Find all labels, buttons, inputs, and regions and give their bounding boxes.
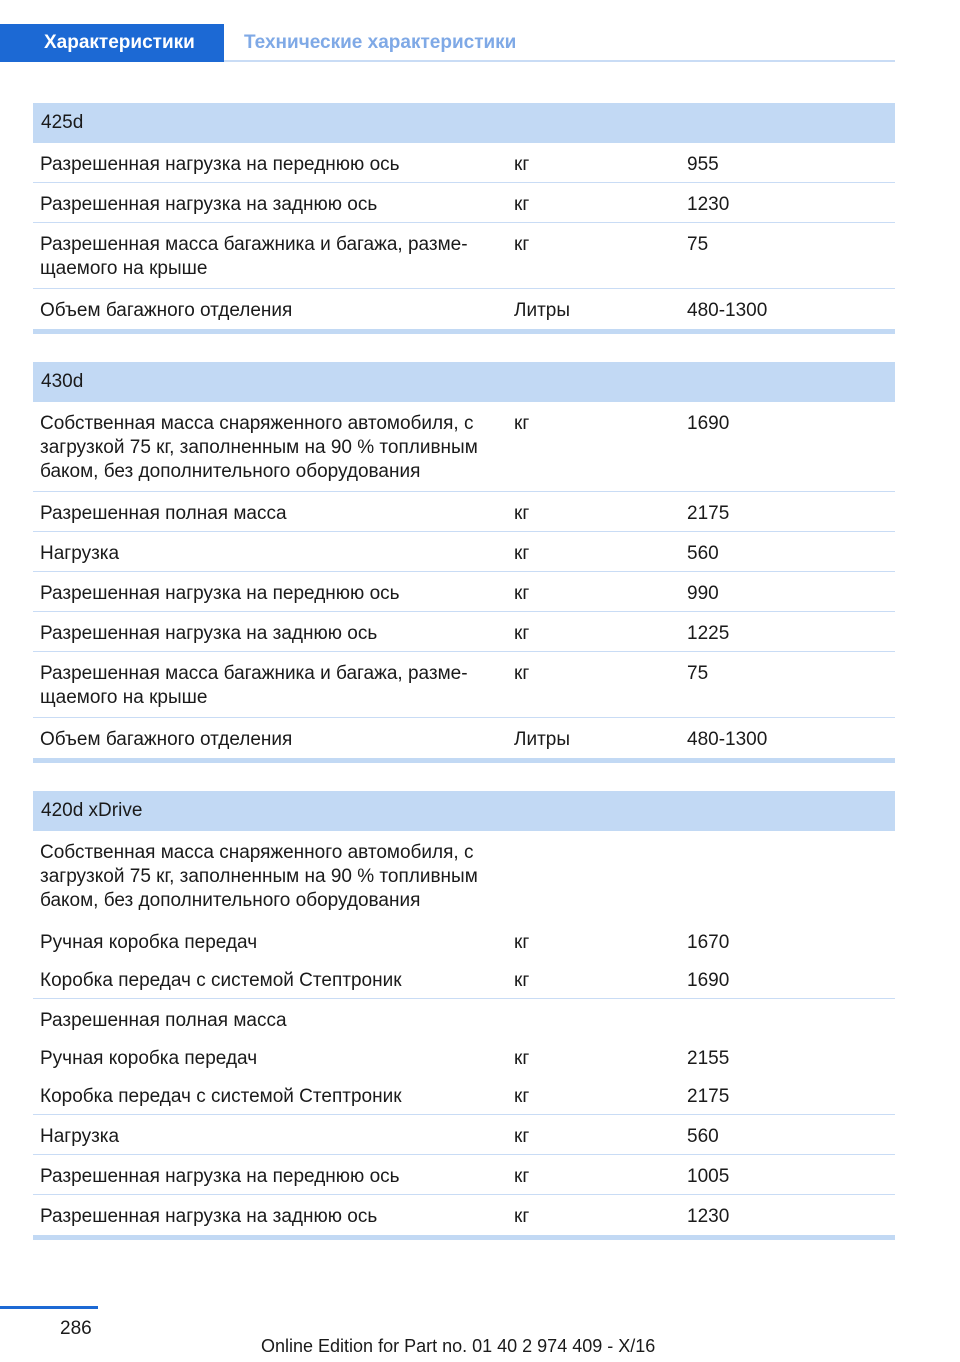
row-value: 75 [687, 663, 709, 684]
table-row [33, 532, 895, 572]
row-value: 560 [687, 543, 719, 564]
row-unit: Литры [514, 729, 571, 750]
row-label: Разрешенная полная масса [40, 1010, 287, 1031]
row-label: Нагрузка [40, 543, 120, 564]
row-value: 1225 [687, 623, 730, 644]
table-row [33, 223, 895, 289]
table-row [33, 718, 895, 758]
row-unit: кг [514, 663, 530, 684]
table-row [33, 402, 895, 492]
row-label: Объем багажного отделения [40, 300, 293, 321]
row-unit: кг [514, 932, 530, 953]
spec-table-425d [33, 103, 895, 334]
row-label: Разрешенная нагрузка на переднюю ось [40, 154, 400, 175]
row-label: Разрешенная масса багажника и багажа, разме‐ щаемого на крыше [40, 663, 468, 708]
row-unit: кг [514, 1206, 530, 1227]
spec-table-420d-xdrive [33, 791, 895, 1240]
table-bottom-rule [33, 1235, 895, 1240]
row-value: 1690 [687, 970, 730, 991]
table-row [33, 612, 895, 652]
page-number-rule [0, 1306, 98, 1309]
section-tab[interactable]: Характеристики [0, 24, 224, 62]
row-label: Коробка передач с системой Стептроник [40, 970, 402, 991]
row-label: Собственная масса снаряженного автомобиля, с загрузкой 75 кг, заполненным на 90 % топливным баком, без дополнительного оборудования [40, 413, 478, 482]
table-row [33, 1195, 895, 1235]
table-row [33, 999, 895, 1037]
row-value: 1690 [687, 413, 730, 434]
table-row [33, 921, 895, 959]
table-row [33, 831, 895, 921]
row-unit: кг [514, 623, 530, 644]
footer-edition: Online Edition for Part no. 01 40 2 974 409 - X/16 [261, 1336, 656, 1356]
row-label: Разрешенная полная масса [40, 503, 287, 524]
row-label: Разрешенная масса багажника и багажа, разме‐ щаемого на крыше [40, 234, 468, 279]
row-unit: кг [514, 1166, 530, 1187]
table-title: 420d xDrive [33, 791, 895, 831]
row-label: Разрешенная нагрузка на переднюю ось [40, 583, 400, 604]
spec-table-430d [33, 362, 895, 763]
page-number: 286 [60, 1318, 92, 1339]
row-unit: кг [514, 503, 530, 524]
row-unit: кг [514, 1086, 530, 1107]
row-unit: кг [514, 154, 530, 175]
row-unit: кг [514, 1126, 530, 1147]
header-divider [224, 60, 895, 62]
row-value: 1005 [687, 1166, 730, 1187]
row-label: Ручная коробка передач [40, 1048, 258, 1069]
row-unit: Литры [514, 300, 571, 321]
table-row [33, 1115, 895, 1155]
row-label: Разрешенная нагрузка на заднюю ось [40, 194, 378, 215]
row-label: Ручная коробка передач [40, 932, 258, 953]
row-label: Нагрузка [40, 1126, 120, 1147]
row-value: 2175 [687, 1086, 730, 1107]
row-unit: кг [514, 583, 530, 604]
row-value: 1230 [687, 1206, 730, 1227]
row-value: 1670 [687, 932, 730, 953]
table-row [33, 183, 895, 223]
row-value: 75 [687, 234, 709, 255]
row-unit: кг [514, 194, 530, 215]
row-label: Собственная масса снаряженного автомобиля, с загрузкой 75 кг, заполненным на 90 % топливным баком, без дополнительного оборудования [40, 842, 478, 911]
row-label: Разрешенная нагрузка на заднюю ось [40, 1206, 378, 1227]
table-title: 430d [33, 362, 895, 402]
row-value: 990 [687, 583, 719, 604]
table-row [33, 289, 895, 329]
row-value: 2155 [687, 1048, 730, 1069]
row-unit: кг [514, 1048, 530, 1069]
row-unit: кг [514, 413, 530, 434]
table-title: 425d [33, 103, 895, 143]
table-bottom-rule [33, 329, 895, 334]
page-header [0, 24, 895, 62]
table-row [33, 572, 895, 612]
table-bottom-rule [33, 758, 895, 763]
row-unit: кг [514, 543, 530, 564]
row-value: 480‑1300 [687, 300, 768, 321]
table-row [33, 492, 895, 532]
row-value: 2175 [687, 503, 730, 524]
table-row [33, 143, 895, 183]
row-label: Коробка передач с системой Стептроник [40, 1086, 402, 1107]
row-value: 480‑1300 [687, 729, 768, 750]
section-title[interactable]: Технические характеристики [244, 32, 517, 53]
row-unit: кг [514, 970, 530, 991]
row-value: 955 [687, 154, 719, 175]
table-row [33, 1075, 895, 1115]
row-label: Объем багажного отделения [40, 729, 293, 750]
table-row [33, 1155, 895, 1195]
table-row [33, 1037, 895, 1075]
row-label: Разрешенная нагрузка на заднюю ось [40, 623, 378, 644]
row-value: 1230 [687, 194, 730, 215]
table-row [33, 652, 895, 718]
table-row [33, 959, 895, 999]
row-unit: кг [514, 234, 530, 255]
row-value: 560 [687, 1126, 719, 1147]
row-label: Разрешенная нагрузка на переднюю ось [40, 1166, 400, 1187]
